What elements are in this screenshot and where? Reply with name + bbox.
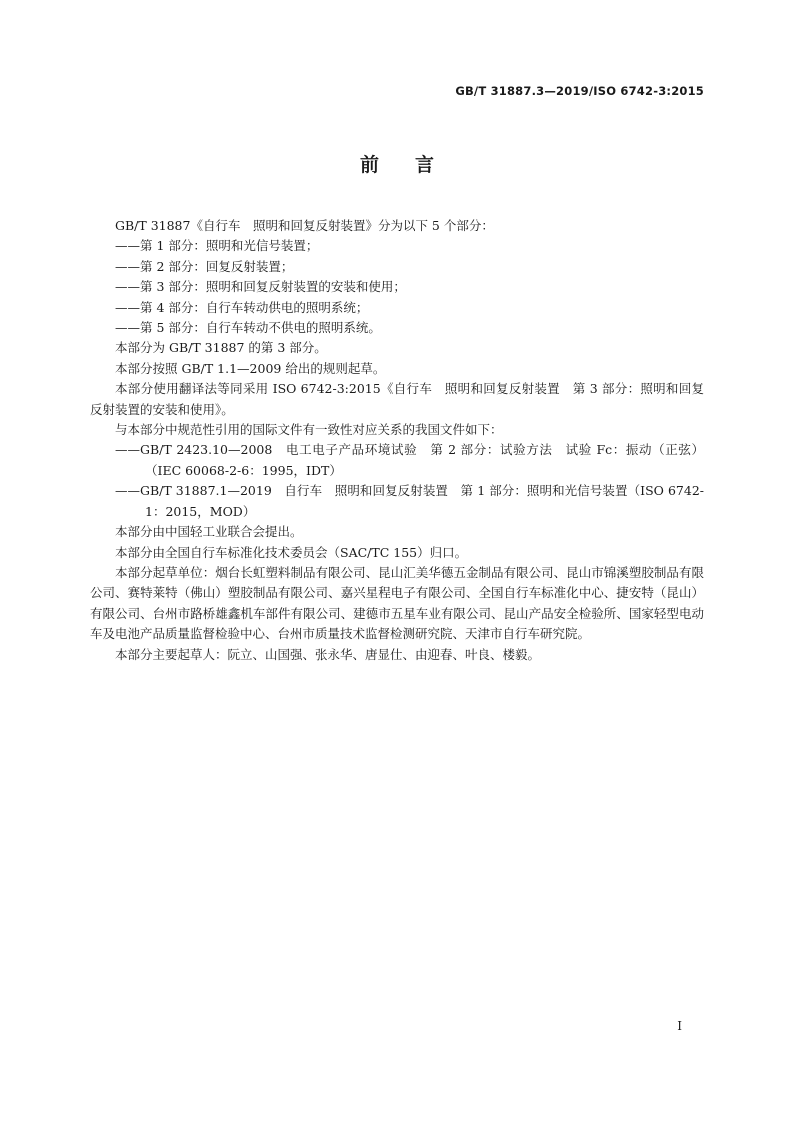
paragraph-drafting-units: 本部分起草单位：烟台长虹塑料制品有限公司、昆山汇美华德五金制品有限公司、昆山市锦溪塑胶制品有限公司、赛特莱特（佛山）塑胶制品有限公司、嘉兴星程电子有限公司、全国自行车标准化中心、捷安特（昆山）有限公司、台州市路桥雄鑫机车部件有限公司、建德市五星车业有限公司、昆山产品安全检验所、国家轻型电动车及电池产品质量监督检验中心、台州市质量技术监督检测研究院、天津市自行车研究院。 [90,564,704,642]
paragraph-proposed-by: 本部分由中国轻工业联合会提出。 [115,524,303,540]
list-item-part-2: ——第 2 部分：回复反射装置； [115,258,294,274]
paragraph-translation: 本部分使用翻译法等同采用 ISO 6742-3:2015《自行车 照明和回复反射装置 第 3 部分：照明和回复反射装置的安装和使用》。 [90,381,704,417]
paragraph-drafters: 本部分主要起草人：阮立、山国强、张永华、唐显仕、由迎春、叶良、楼毅。 [115,646,541,662]
page-title: 前言 [359,154,470,176]
standard-code: GB/T 31887.3—2019/ISO 6742-3:2015 [455,84,704,98]
list-item-normative-ref-1: ——GB/T 2423.10—2008 电工电子产品环境试验 第 2 部分：试验方法 试验 Fc：振动（正弦）（IEC 60068-2-6：1995，IDT） [115,442,704,478]
list-item-part-1: ——第 1 部分：照明和光信号装置； [115,238,319,254]
list-item-part-3: ——第 3 部分：照明和回复反射装置的安装和使用； [115,279,406,295]
page-number: I [677,1019,682,1033]
list-item-normative-ref-2: ——GB/T 31887.1—2019 自行车 照明和回复反射装置 第 1 部分：照明和光信号装置（ISO 6742-1：2015，MOD） [115,483,704,519]
paragraph-jurisdiction: 本部分由全国自行车标准化技术委员会（SAC/TC 155）归口。 [115,544,468,560]
paragraph-drafting-rules: 本部分按照 GB/T 1.1—2009 给出的规则起草。 [115,360,386,376]
paragraph-intro: GB/T 31887《自行车 照明和回复反射装置》分为以下 5 个部分： [115,218,494,233]
paragraph-is-part: 本部分为 GB/T 31887 的第 3 部分。 [115,340,327,356]
paragraph-normative-intro: 与本部分中规范性引用的国际文件有一致性对应关系的我国文件如下： [115,422,503,438]
list-item-part-5: ——第 5 部分：自行车转动不供电的照明系统。 [115,320,381,336]
list-item-part-4: ——第 4 部分：自行车转动供电的照明系统； [115,299,369,315]
foreword-body [90,216,704,665]
